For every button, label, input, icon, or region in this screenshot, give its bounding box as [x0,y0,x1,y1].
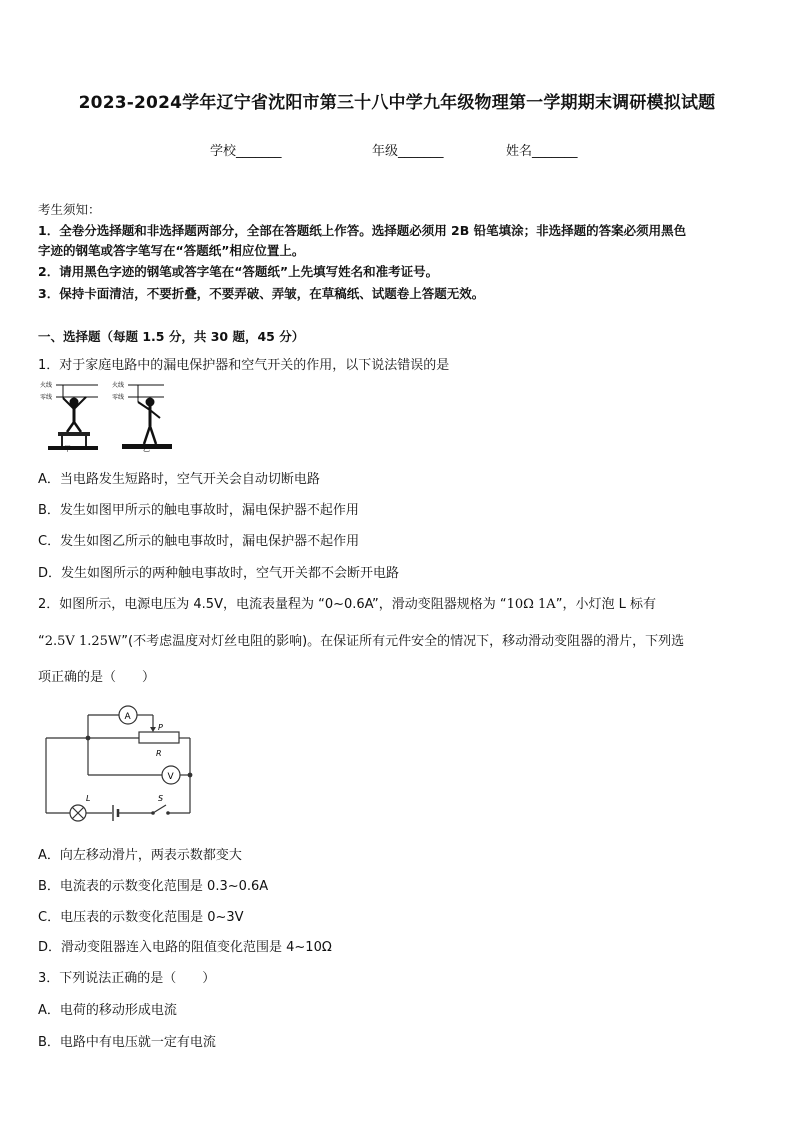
q2-text-c: “ [38,634,45,649]
question-2-line-1 [38,593,656,612]
q2-text-a: 2．如图所示，电源电压为 4.5V，电流表量程为 “0~0.6A”，滑动变阻器规格为 “ [38,597,507,612]
rheostat-icon [139,723,179,758]
neutral-wire-label-jia: 零线 [40,394,53,401]
ammeter-icon [119,706,137,724]
q2-text-b: ”，小灯泡 L 标有 [555,597,656,612]
neutral-wire-label-yi: 零线 [112,394,125,401]
rheostat-spec: 10Ω 1A [506,597,556,612]
voltmeter-icon [162,766,180,784]
notice-item-2: 2．请用黑色字迹的钢笔或答字笔在“答题纸”上先填写姓名和准考证号。 [38,264,439,279]
school-field: 学校_______ [210,144,282,159]
person-yi-icon [138,385,160,444]
question-3-stem: 3．下列说法正确的是（ ） [38,971,216,986]
question-2-option-c: C．电压表的示数变化范围是 0~3V [38,910,244,925]
question-1-option-c: C．发生如图乙所示的触电事故时，漏电保护器不起作用 [38,534,360,549]
question-2-option-d: D．滑动变阻器连入电路的阻值变化范围是 4~10Ω [38,940,332,955]
notice-item-1-cont: 字迹的钢笔或答字笔写在“答题纸”相应位置上。 [38,243,305,258]
question-1-option-b: B．发生如图甲所示的触电事故时，漏电保护器不起作用 [38,503,359,518]
circuit-diagram [38,703,208,828]
notice-heading: 考生须知： [38,202,101,217]
live-wire-label-yi: 火线 [112,382,125,389]
switch-label: S [158,794,164,803]
notice-item-3: 3．保持卡面清洁，不要折叠，不要弄破、弄皱，在草稿纸、试题卷上答题无效。 [38,286,485,301]
question-2-line-3: 项正确的是（ ） [38,670,156,685]
slider-label: P [158,723,163,732]
question-1-option-d: D．发生如图所示的两种触电事故时，空气开关都不会断开电路 [38,566,400,581]
lamp-label: L [86,794,91,803]
lamp-icon [70,794,90,821]
svg-text:A: A [124,712,131,722]
notice-item-1: 1．全卷分选择题和非选择题两部分，全部在答题纸上作答。选择题必须用 2B 铅笔填涂；非选择题的答案必须用黑色 [38,223,687,238]
question-1-option-a: A．当电路发生短路时，空气开关会自动切断电路 [38,472,320,487]
figure-label-yi: 乙 [143,445,150,453]
rheostat-label: R [156,749,162,758]
figure-label-jia: 甲 [64,445,71,453]
q2-text-d: ”(不考虑温度对灯丝电阻的影响)。在保证所有元件安全的情况下，移动滑动变阻器的滑片，下列选 [121,634,685,649]
svg-text:V: V [167,772,174,782]
person-jia-icon [63,385,86,432]
question-2-option-b: B．电流表的示数变化范围是 0.3~0.6A [38,879,269,894]
section-heading: 一、选择题（每题 1.5 分，共 30 题，45 分） [38,329,305,344]
electric-shock-figure [38,376,178,456]
question-2-line-2 [38,630,684,649]
battery-icon [113,805,118,821]
question-2-option-a: A．向左移动滑片，两表示数都变大 [38,848,242,863]
name-field: 姓名_______ [506,144,578,159]
switch-icon [151,794,170,815]
page-title: 2023-2024学年辽宁省沈阳市第三十八中学九年级物理第一学期期末调研模拟试题 [78,93,716,113]
question-1-stem: 1．对于家庭电路中的漏电保护器和空气开关的作用，以下说法错误的是 [38,358,450,373]
grade-field: 年级_______ [372,144,444,159]
question-3-option-b: B．电路中有电压就一定有电流 [38,1035,216,1050]
question-3-option-a: A．电荷的移动形成电流 [38,1003,177,1018]
live-wire-label-jia: 火线 [40,382,53,389]
lamp-spec: 2.5V 1.25W [44,634,122,649]
